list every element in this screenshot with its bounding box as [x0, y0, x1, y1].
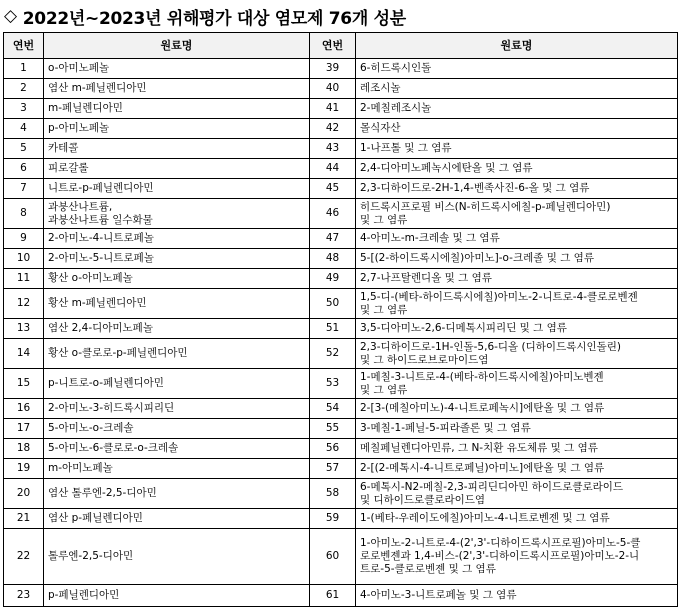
- ingredient-cell: 몰식자산: [356, 119, 678, 139]
- ingredient-cell: 1-메칠-3-니트로-4-(베타-하이드록시에칠)아미노벤젠 및 그 염류: [356, 369, 678, 399]
- serial-cell: 58: [310, 479, 356, 509]
- serial-cell: 19: [4, 459, 44, 479]
- ingredient-cell: 염산 m-페닐렌디아민: [44, 79, 310, 99]
- serial-cell: 3: [4, 99, 44, 119]
- ingredient-cell: m-페닐렌디아민: [44, 99, 310, 119]
- serial-cell: 5: [4, 139, 44, 159]
- serial-cell: 40: [310, 79, 356, 99]
- table-row: [4, 369, 678, 399]
- serial-cell: 16: [4, 399, 44, 419]
- ingredient-cell: 2,4-디아미노페녹시에탄올 및 그 염류: [356, 159, 678, 179]
- header-serial-right: 연번: [310, 33, 356, 59]
- serial-cell: 10: [4, 249, 44, 269]
- serial-cell: 51: [310, 319, 356, 339]
- table-body: [4, 59, 678, 607]
- ingredient-cell: 2,3-디하이드로-1H-인돌-5,6-디올 (디하이드록시인돌린) 및 그 하이드로브로마이드염: [356, 339, 678, 369]
- ingredient-cell: 2-[3-(메칠아미노)-4-니트로페녹시]에탄올 및 그 염류: [356, 399, 678, 419]
- ingredient-cell: 3-메칠-1-페닐-5-피라졸론 및 그 염류: [356, 419, 678, 439]
- ingredient-cell: 황산 o-클로로-p-페닐렌디아민: [44, 339, 310, 369]
- serial-cell: 44: [310, 159, 356, 179]
- ingredient-cell: 2-[(2-메톡시-4-니트로페닐)아미노]에탄올 및 그 염류: [356, 459, 678, 479]
- table-row: [4, 439, 678, 459]
- serial-cell: 45: [310, 179, 356, 199]
- ingredient-cell: 4-아미노-m-크레솔 및 그 염류: [356, 229, 678, 249]
- ingredient-cell: 염산 2,4-디아미노페놀: [44, 319, 310, 339]
- ingredient-cell: p-페닐렌디아민: [44, 585, 310, 607]
- ingredient-cell: 2-아미노-4-니트로페놀: [44, 229, 310, 249]
- ingredient-cell: m-아미노페놀: [44, 459, 310, 479]
- ingredient-cell: 2-아미노-5-니트로페놀: [44, 249, 310, 269]
- table-row: [4, 249, 678, 269]
- serial-cell: 2: [4, 79, 44, 99]
- serial-cell: 1: [4, 59, 44, 79]
- serial-cell: 52: [310, 339, 356, 369]
- header-ingredient-left: 원료명: [44, 33, 310, 59]
- serial-cell: 20: [4, 479, 44, 509]
- ingredient-cell: 톨루엔-2,5-디아민: [44, 529, 310, 585]
- ingredient-cell: 1-(베타-우레이도에칠)아미노-4-니트로벤젠 및 그 염류: [356, 509, 678, 529]
- ingredient-cell: 1-나프톨 및 그 염류: [356, 139, 678, 159]
- table-row: [4, 585, 678, 607]
- serial-cell: 47: [310, 229, 356, 249]
- page-heading: [0, 0, 680, 32]
- serial-cell: 23: [4, 585, 44, 607]
- ingredient-table: [3, 32, 678, 607]
- ingredient-cell: 5-[(2-하이드록시에칠)아미노]-o-크레졸 및 그 염류: [356, 249, 678, 269]
- table-row: [4, 399, 678, 419]
- ingredient-cell: 과붕산나트륨, 과붕산나트륨 일수화물: [44, 199, 310, 229]
- table-row: [4, 79, 678, 99]
- serial-cell: 7: [4, 179, 44, 199]
- serial-cell: 12: [4, 289, 44, 319]
- serial-cell: 11: [4, 269, 44, 289]
- table-row: [4, 289, 678, 319]
- ingredient-cell: 염산 톨루엔-2,5-디아민: [44, 479, 310, 509]
- ingredient-cell: 1,5-디-(베타-하이드록시에칠)아미노-2-니트로-4-클로로벤젠 및 그 염류: [356, 289, 678, 319]
- ingredient-cell: p-아미노페놀: [44, 119, 310, 139]
- diamond-outline-icon: ◇: [4, 6, 17, 26]
- serial-cell: 53: [310, 369, 356, 399]
- serial-cell: 43: [310, 139, 356, 159]
- ingredient-cell: o-아미노페놀: [44, 59, 310, 79]
- ingredient-cell: 피로갈롤: [44, 159, 310, 179]
- ingredient-cell: 황산 m-페닐렌디아민: [44, 289, 310, 319]
- header-ingredient-right: 원료명: [356, 33, 678, 59]
- table-row: [4, 159, 678, 179]
- table-row: [4, 139, 678, 159]
- table-row: [4, 179, 678, 199]
- serial-cell: 55: [310, 419, 356, 439]
- serial-cell: 21: [4, 509, 44, 529]
- page-title: 2022년~2023년 위해평가 대상 염모제 76개 성분: [22, 8, 406, 29]
- ingredient-cell: 2-메칠레조시놀: [356, 99, 678, 119]
- serial-cell: 6: [4, 159, 44, 179]
- serial-cell: 42: [310, 119, 356, 139]
- table-row: [4, 269, 678, 289]
- serial-cell: 18: [4, 439, 44, 459]
- serial-cell: 46: [310, 199, 356, 229]
- serial-cell: 54: [310, 399, 356, 419]
- ingredient-cell: 2,7-나프탈렌디올 및 그 염류: [356, 269, 678, 289]
- table-row: [4, 59, 678, 79]
- ingredient-cell: 3,5-디아미노-2,6-디메톡시피리딘 및 그 염류: [356, 319, 678, 339]
- serial-cell: 41: [310, 99, 356, 119]
- table-row: [4, 479, 678, 509]
- ingredient-cell: 황산 o-아미노페놀: [44, 269, 310, 289]
- table-row: [4, 339, 678, 369]
- serial-cell: 14: [4, 339, 44, 369]
- table-row: [4, 99, 678, 119]
- ingredient-cell: 1-아미노-2-니트로-4-(2',3'-디하이드록시프로필)아미노-5-클 로로벤젠과 1,4-비스-(2',3'-디하이드록시프로필)아미노-2-니 트로-5-클로로벤젠 및 그 염류: [356, 529, 678, 585]
- ingredient-cell: p-니트로-o-페닐렌디아민: [44, 369, 310, 399]
- ingredient-cell: 히드록시프로필 비스(N-히드록시에칠-p-페닐렌디아민) 및 그 염류: [356, 199, 678, 229]
- serial-cell: 39: [310, 59, 356, 79]
- ingredient-cell: 레조시놀: [356, 79, 678, 99]
- header-serial-left: 연번: [4, 33, 44, 59]
- ingredient-cell: 2-아미노-3-히드록시피리딘: [44, 399, 310, 419]
- ingredient-cell: 2,3-디하이드로-2H-1,4-벤족사진-6-올 및 그 염류: [356, 179, 678, 199]
- ingredient-cell: 메칠페닐렌디아민류, 그 N-치환 유도체류 및 그 염류: [356, 439, 678, 459]
- serial-cell: 4: [4, 119, 44, 139]
- table-row: [4, 419, 678, 439]
- table-row: [4, 509, 678, 529]
- serial-cell: 61: [310, 585, 356, 607]
- serial-cell: 56: [310, 439, 356, 459]
- serial-cell: 60: [310, 529, 356, 585]
- serial-cell: 15: [4, 369, 44, 399]
- table-row: [4, 459, 678, 479]
- ingredient-cell: 6-메톡시-N2-메칠-2,3-피리딘디아민 하이드로클로라이드 및 디하이드로클로라이드염: [356, 479, 678, 509]
- table-row: [4, 319, 678, 339]
- serial-cell: 49: [310, 269, 356, 289]
- table-row: [4, 119, 678, 139]
- ingredient-cell: 5-아미노-6-클로로-o-크레솔: [44, 439, 310, 459]
- table-row: [4, 199, 678, 229]
- table-row: [4, 229, 678, 249]
- table-header-row: [4, 33, 678, 59]
- ingredient-cell: 카테콜: [44, 139, 310, 159]
- ingredient-cell: 6-히드록시인돌: [356, 59, 678, 79]
- serial-cell: 50: [310, 289, 356, 319]
- serial-cell: 9: [4, 229, 44, 249]
- serial-cell: 22: [4, 529, 44, 585]
- ingredient-cell: 4-아미노-3-니트로페놀 및 그 염류: [356, 585, 678, 607]
- table-row: [4, 529, 678, 585]
- serial-cell: 48: [310, 249, 356, 269]
- ingredient-cell: 염산 p-페닐렌디아민: [44, 509, 310, 529]
- ingredient-cell: 5-아미노-o-크레솔: [44, 419, 310, 439]
- ingredient-cell: 니트로-p-페닐렌디아민: [44, 179, 310, 199]
- serial-cell: 59: [310, 509, 356, 529]
- serial-cell: 57: [310, 459, 356, 479]
- serial-cell: 17: [4, 419, 44, 439]
- serial-cell: 13: [4, 319, 44, 339]
- serial-cell: 8: [4, 199, 44, 229]
